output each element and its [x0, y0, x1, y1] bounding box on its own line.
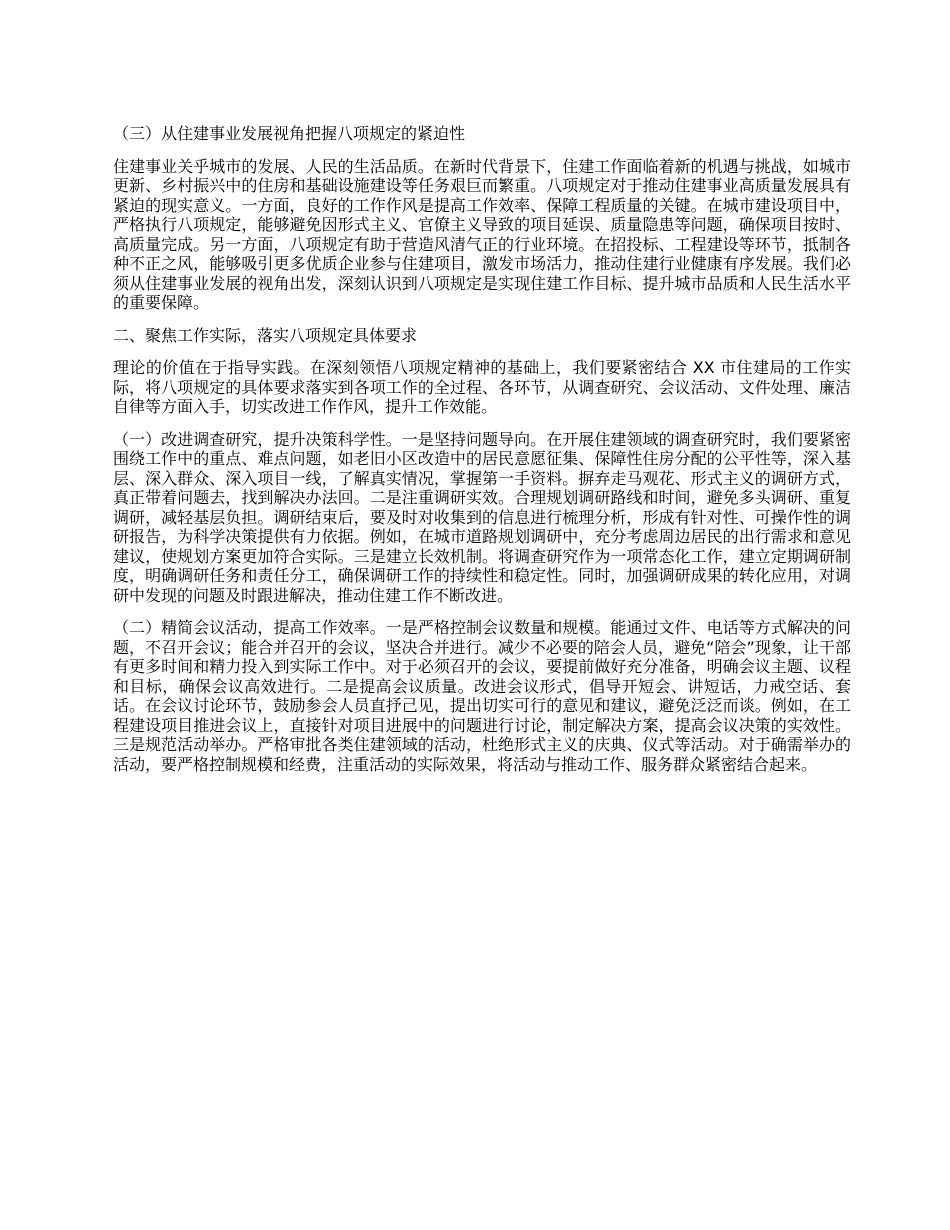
paragraph-urgency: 住建事业关乎城市的发展、人民的生活品质。在新时代背景下，住建工作面临着新的机遇与挑战，如城市更新、乡村振兴中的住房和基础设施建设等任务艰巨而繁重。八项规定对于推动住建事业高质量发展具有紧迫的现实意义。一方面，良好的工作作风是提高工作效率、保障工程质量的关键。在城市建设项目中，严格执行八项规定，能够避免因形式主义、官僚主义导致的项目延误、质量隐患等问题，确保项目按时、高质量完成。另一方面，八项规定有助于营造风清气正的行业环境。在招投标、工程建设等环节，抵制各种不正之风，能够吸引更多优质企业参与住建项目，激发市场活力，推动住建行业健康有序发展。我们必须从住建事业发展的视角出发，深刻认识到八项规定是实现住建工作目标、提升城市品质和人民生活水平的重要保障。	[113, 156, 851, 312]
document-page	[113, 124, 851, 787]
paragraph-requirements-intro: 理论的价值在于指导实践。在深刻领悟八项规定精神的基础上，我们要紧密结合 XX 市住建局的工作实际，将八项规定的具体要求落实到各项工作的全过程、各环节，从调查研究、会议活动、文件处理、廉洁自律等方面入手，切实改进工作作风，提升工作效能。	[113, 358, 851, 416]
paragraph-research: （一）改进调查研究，提升决策科学性。一是坚持问题导向。在开展住建领域的调查研究时，我们要紧密围绕工作中的重点、难点问题，如老旧小区改造中的居民意愿征集、保障性住房分配的公平性等，深入基层、深入群众、深入项目一线，了解真实情况，掌握第一手资料。摒弃走马观花、形式主义的调研方式，真正带着问题去，找到解决办法回。二是注重调研实效。合理规划调研路线和时间，避免多头调研、重复调研，减轻基层负担。调研结束后，要及时对收集到的信息进行梳理分析，形成有针对性、可操作性的调研报告，为科学决策提供有力依据。例如，在城市道路规划调研中，充分考虑周边居民的出行需求和意见建议，使规划方案更加符合实际。三是建立长效机制。将调查研究作为一项常态化工作，建立定期调研制度，明确调研任务和责任分工，确保调研工作的持续性和稳定性。同时，加强调研成果的转化应用，对调研中发现的问题及时跟进解决，推动住建工作不断改进。	[113, 429, 851, 605]
section-heading-requirements: 二、聚焦工作实际，落实八项规定具体要求	[113, 325, 418, 345]
paragraph-meetings: （二）精简会议活动，提高工作效率。一是严格控制会议数量和规模。能通过文件、电话等方式解决的问题，不召开会议；能合并召开的会议，坚决合并进行。减少不必要的陪会人员，避免“陪会”现象，让干部有更多时间和精力投入到实际工作中。对于必须召开的会议，要提前做好充分准备，明确会议主题、议程和目标，确保会议高效进行。二是提高会议质量。改进会议形式，倡导开短会、讲短话，力戒空话、套话。在会议讨论环节，鼓励参会人员直抒己见，提出切实可行的意见和建议，避免泛泛而谈。例如，在工程建设项目推进会议上，直接针对项目进展中的问题进行讨论，制定解决方案，提高会议决策的实效性。三是规范活动举办。严格审批各类住建领域的活动，杜绝形式主义的庆典、仪式等活动。对于确需举办的活动，要严格控制规模和经费，注重活动的实际效果，将活动与推动工作、服务群众紧密结合起来。	[113, 618, 851, 774]
section-heading-urgency: （三）从住建事业发展视角把握八项规定的紧迫性	[113, 124, 466, 143]
